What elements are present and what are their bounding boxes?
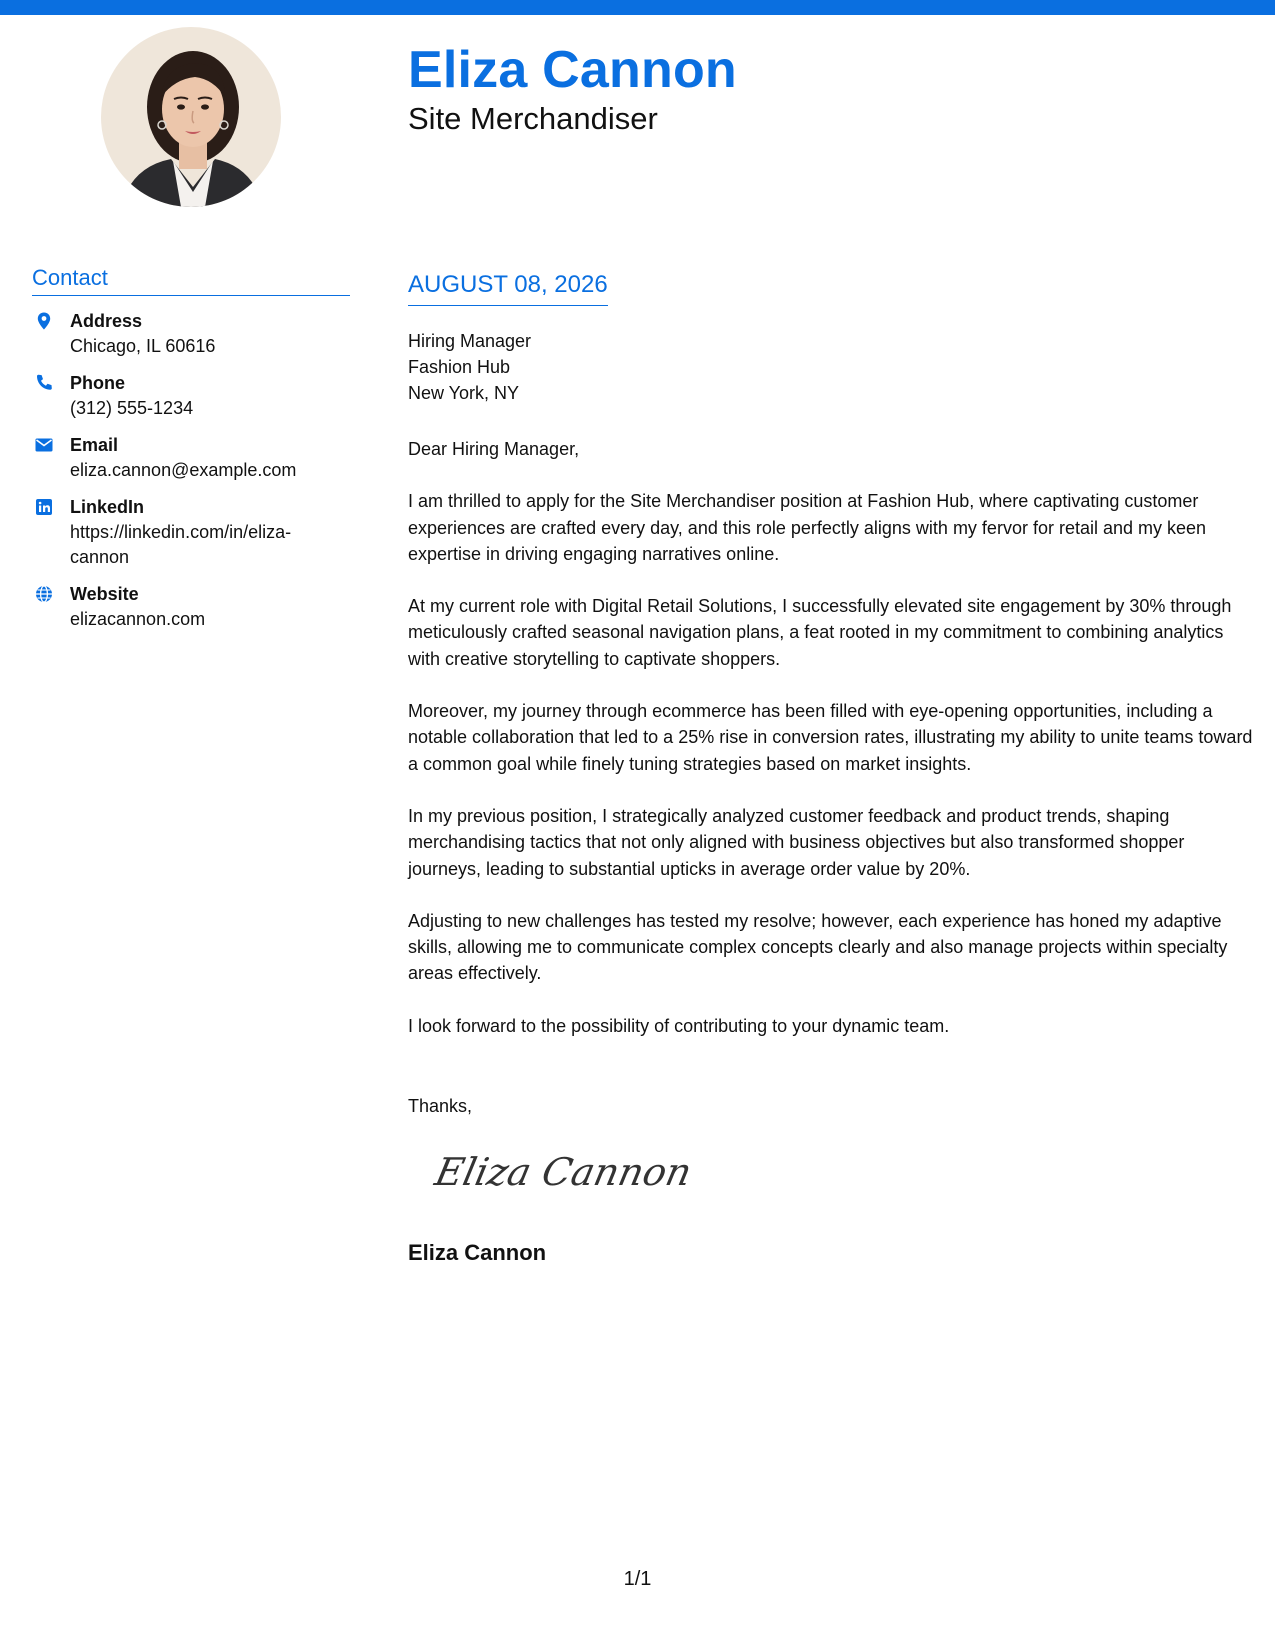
- recipient-line: Fashion Hub: [408, 357, 511, 377]
- job-title: Site Merchandiser: [408, 101, 658, 136]
- contact-label: Email: [70, 435, 119, 455]
- address-value: Chicago, IL 60616: [70, 336, 216, 356]
- contact-label: Phone: [70, 373, 126, 393]
- contact-list: [32, 309, 352, 644]
- letter-paragraph: Moreover, my journey through ecommerce has been filled with eye-opening opportunities, including a notable collaboration that led to a 25% rise in conversion rates, illustrating my ability to unite teams toward a common goal while finely tuning strategies based on market insights.: [408, 701, 1253, 774]
- closing: Thanks,: [408, 1096, 473, 1116]
- contact-item-email: [32, 433, 352, 483]
- contact-label: LinkedIn: [70, 497, 145, 517]
- contact-item-address: [32, 309, 352, 359]
- contact-heading: Contact: [32, 265, 350, 296]
- email-value[interactable]: eliza.cannon@example.com: [70, 460, 297, 480]
- salutation: Dear Hiring Manager,: [408, 439, 580, 459]
- candidate-name: Eliza Cannon: [408, 41, 737, 99]
- recipient-line: Hiring Manager: [408, 331, 532, 351]
- page-number: 1/1: [623, 1568, 652, 1590]
- phone-icon: [34, 373, 54, 393]
- contact-item-phone: [32, 371, 352, 421]
- recipient-line: New York, NY: [408, 383, 520, 403]
- handwritten-signature: Eliza Cannon: [431, 1150, 696, 1194]
- top-accent-bar: [0, 0, 1275, 15]
- phone-value: (312) 555-1234: [70, 398, 194, 418]
- letter-paragraph: In my previous position, I strategically analyzed customer feedback and product trends, shaping merchandising tactics that not only aligned with business objectives but also transformed shopper journeys, leading to substantial upticks in average order value by 20%.: [408, 805, 1185, 879]
- letter-paragraph: Adjusting to new challenges has tested my resolve; however, each experience has honed my adaptive skills, allowing me to communicate complex concepts clearly and also manage projects within specialty areas effectively.: [408, 910, 1228, 984]
- letter-paragraph: I look forward to the possibility of contributing to your dynamic team.: [408, 1015, 950, 1036]
- recipient-block: [408, 328, 531, 406]
- website-value[interactable]: elizacannon.com: [70, 609, 206, 629]
- email-icon: [34, 435, 54, 455]
- location-pin-icon: [34, 311, 54, 331]
- signer-name: Eliza Cannon: [408, 1240, 547, 1265]
- globe-icon: [34, 584, 54, 604]
- letter-paragraph: I am thrilled to apply for the Site Merchandiser position at Fashion Hub, where captivating customer experiences are crafted every day, and this role perfectly aligns with my fervor for retail and my keen expertise in driving engaging narratives online.: [408, 491, 1207, 564]
- contact-item-linkedin: [32, 495, 352, 570]
- profile-photo: [101, 27, 281, 207]
- contact-item-website: [32, 582, 352, 632]
- letter-paragraph: At my current role with Digital Retail Solutions, I successfully elevated site engagement by 30% through meticulously crafted seasonal navigation plans, a feat rooted in my commitment to combining analytics with creative storytelling to captivate shoppers.: [408, 596, 1232, 669]
- linkedin-value[interactable]: https://linkedin.com/in/eliza-cannon: [70, 522, 292, 567]
- letter-body: [408, 436, 1253, 1065]
- contact-label: Address: [70, 311, 143, 331]
- linkedin-icon: [34, 497, 54, 517]
- contact-label: Website: [70, 584, 139, 604]
- letter-date: AUGUST 08, 2026: [408, 271, 608, 306]
